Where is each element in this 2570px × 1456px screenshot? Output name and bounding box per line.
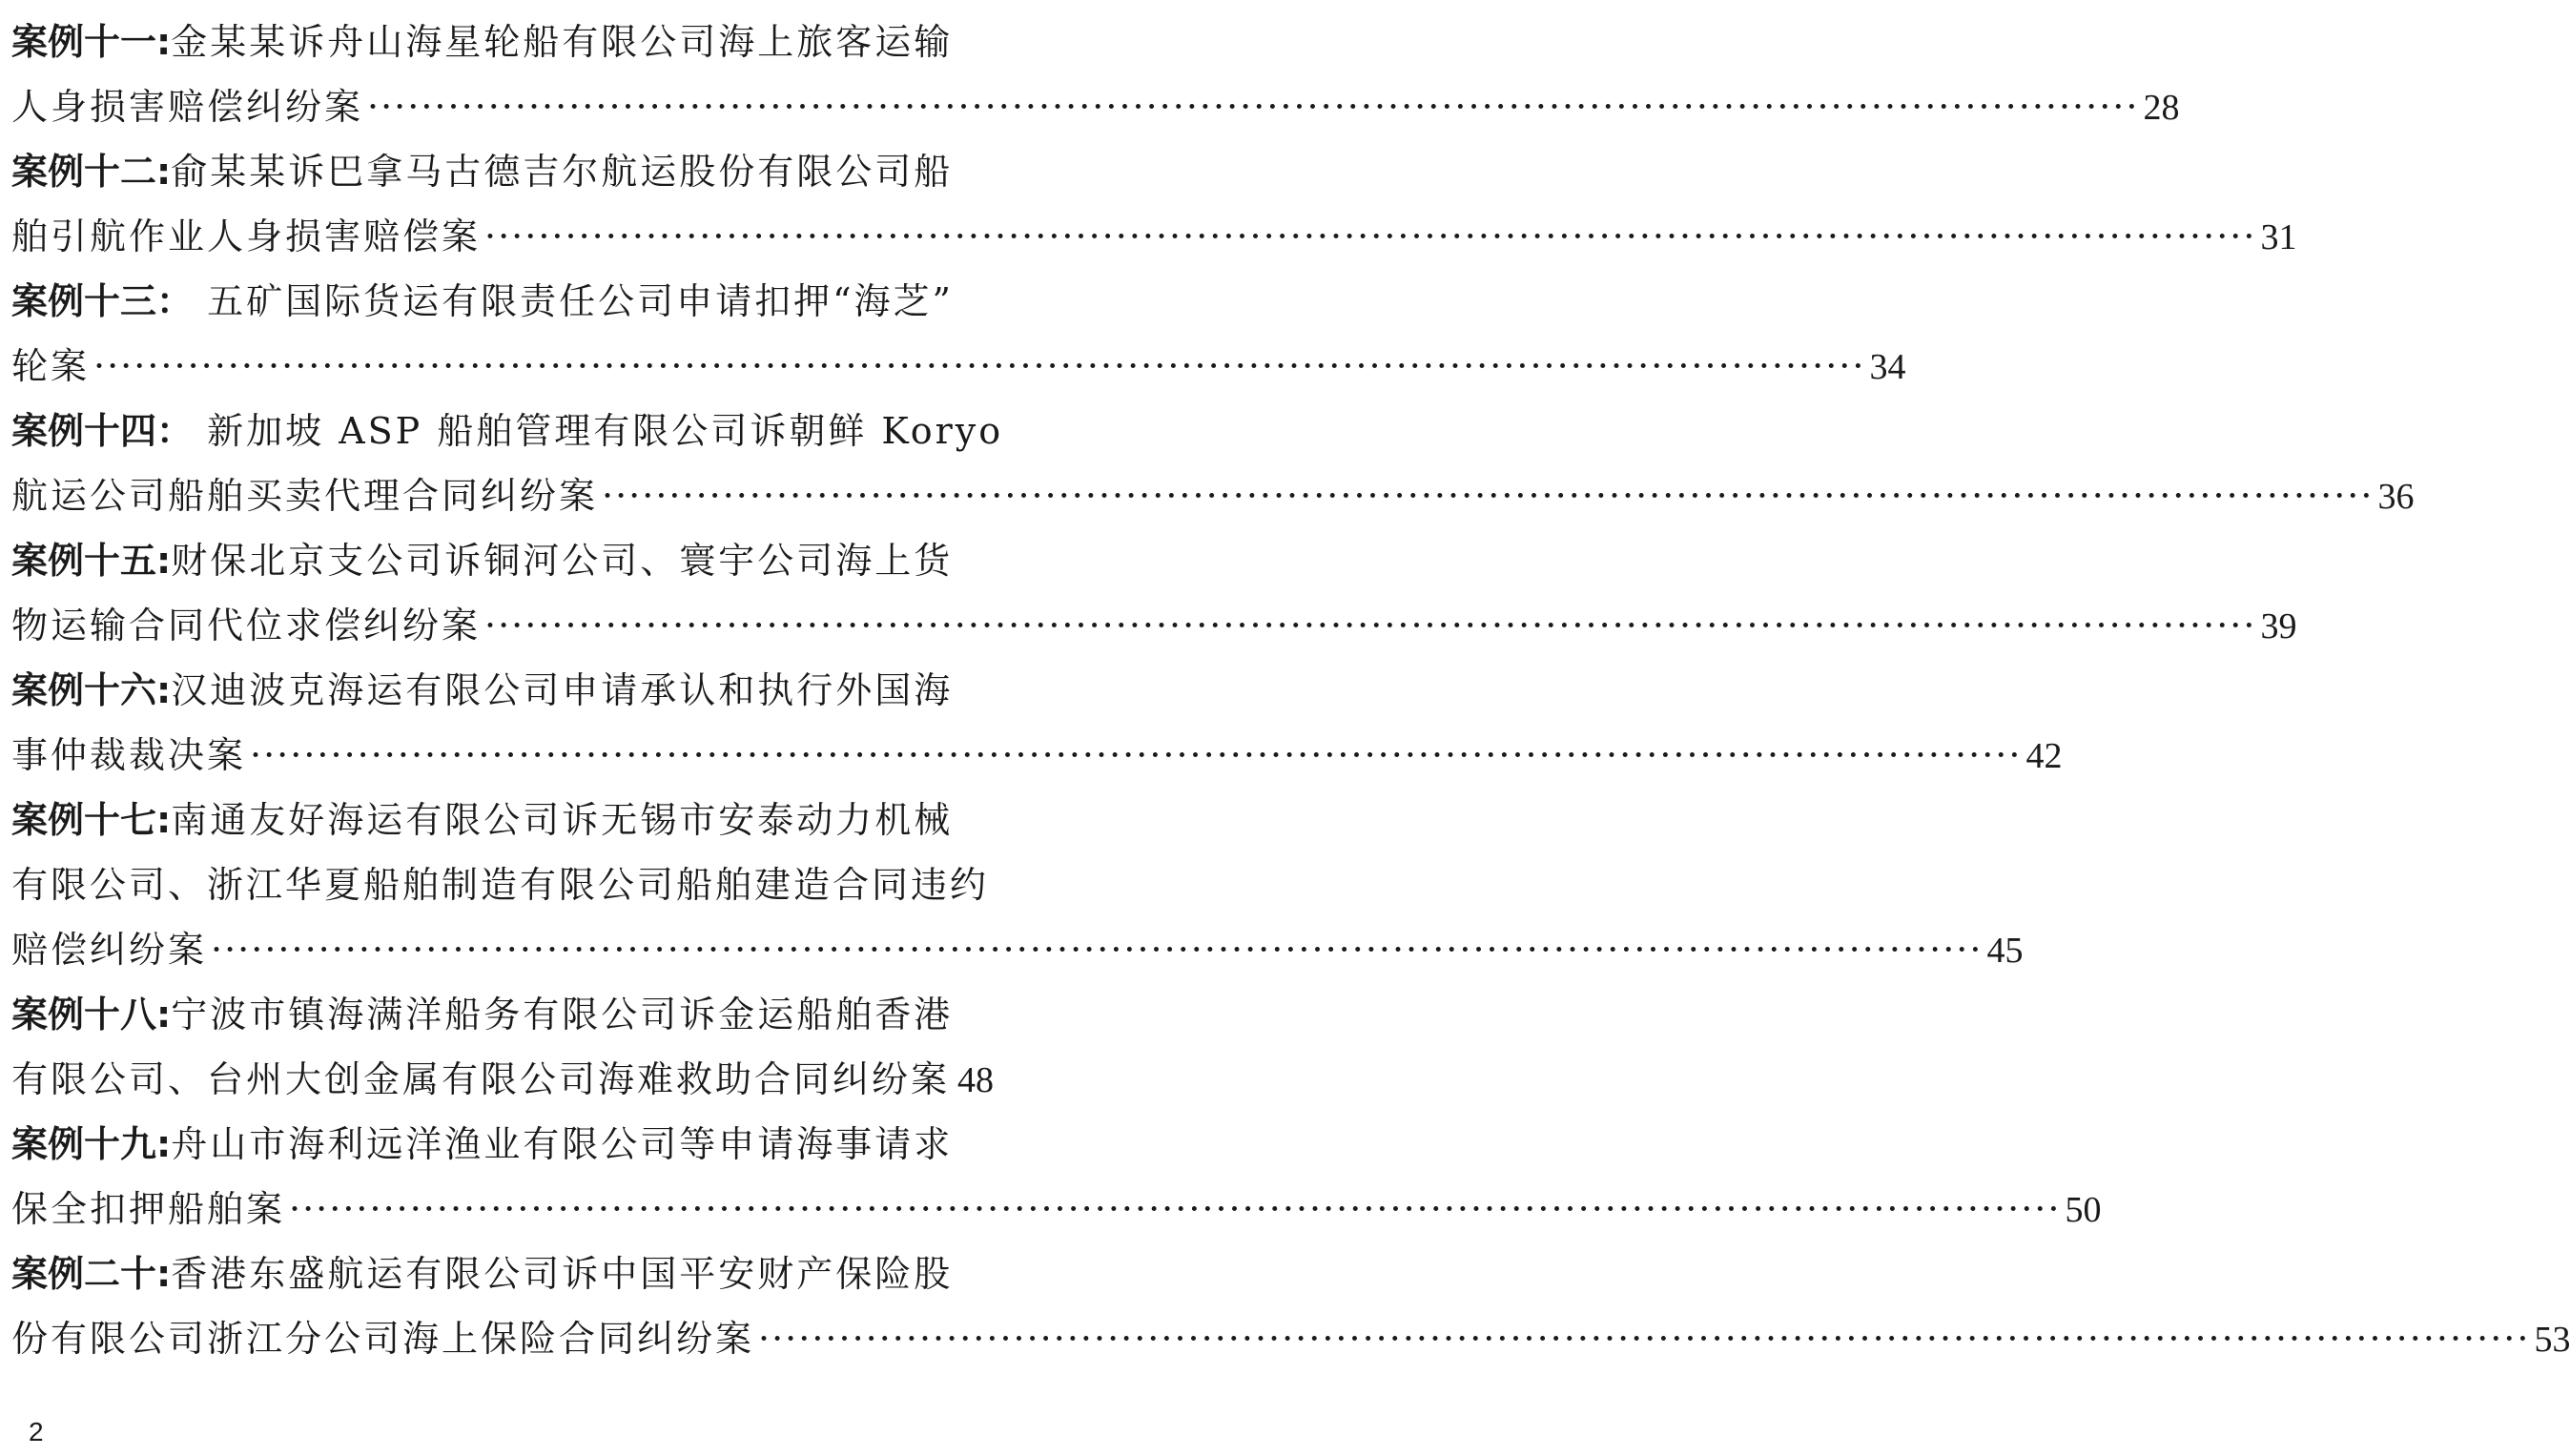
case-title-cont: 赔偿纠纷案 bbox=[11, 929, 208, 971]
case-title-cont: 有限公司、浙江华夏船舶制造有限公司船舶建造合同违约 bbox=[11, 864, 990, 906]
toc-entry-16-line1[interactable] bbox=[11, 658, 954, 723]
page-number: 36 bbox=[2377, 477, 2415, 517]
case-title: 舟山市海利远洋渔业有限公司等申请海事请求 bbox=[171, 1123, 954, 1165]
page-number: 34 bbox=[1869, 347, 1906, 387]
case-separator: : bbox=[156, 994, 172, 1036]
case-label: 案例十一 bbox=[11, 21, 157, 63]
toc-entry-18-line1[interactable] bbox=[11, 982, 954, 1047]
dot-leader bbox=[211, 917, 1983, 982]
toc-entry-12-line1[interactable] bbox=[11, 139, 954, 204]
case-label: 案例十六 bbox=[11, 669, 157, 711]
toc-entry-15-line1[interactable] bbox=[11, 528, 954, 593]
page-number: 42 bbox=[2025, 736, 2063, 776]
toc-entry-11-line1[interactable] bbox=[11, 10, 954, 74]
case-title-cont: 保全扣押船舶案 bbox=[11, 1188, 286, 1230]
case-title: 财保北京支公司诉铜河公司、寰宇公司海上货 bbox=[171, 540, 954, 582]
case-title: 宁波市镇海满洋船务有限公司诉金运船舶香港 bbox=[171, 994, 954, 1036]
case-separator: : bbox=[156, 1123, 172, 1165]
case-title-cont: 人身损害赔偿纠纷案 bbox=[11, 86, 364, 128]
case-title: 新加坡 ASP 船舶管理有限公司诉朝鲜 Koryo bbox=[193, 410, 1004, 452]
toc-entry-18-line2[interactable] bbox=[11, 1047, 995, 1112]
toc-entry-17-line2[interactable] bbox=[11, 852, 990, 917]
case-title-cont: 事仲裁裁决案 bbox=[11, 734, 247, 776]
toc-entry-17-line3[interactable] bbox=[11, 917, 2024, 982]
dot-leader bbox=[758, 1306, 2530, 1371]
case-label: 案例十五 bbox=[11, 540, 157, 582]
toc-entry-15-line2[interactable] bbox=[11, 593, 2297, 658]
case-separator: : bbox=[156, 151, 172, 193]
case-title: 金某某诉舟山海星轮船有限公司海上旅客运输 bbox=[171, 21, 954, 63]
case-label: 案例十四 bbox=[11, 410, 157, 452]
dot-leader bbox=[602, 463, 2374, 528]
toc-entry-14-line1[interactable] bbox=[11, 399, 1004, 463]
case-label: 案例十七 bbox=[11, 799, 157, 841]
page-number: 45 bbox=[1986, 931, 2024, 971]
toc-entry-11-line2[interactable] bbox=[11, 74, 2180, 139]
toc-entry-14-line2[interactable] bbox=[11, 463, 2415, 528]
page-number: 53 bbox=[2534, 1320, 2570, 1360]
case-label: 案例十九 bbox=[11, 1123, 157, 1165]
dot-leader bbox=[484, 204, 2256, 269]
dot-leader bbox=[484, 593, 2256, 658]
case-title: 南通友好海运有限公司诉无锡市安泰动力机械 bbox=[171, 799, 954, 841]
toc-entry-16-line2[interactable] bbox=[11, 723, 2063, 788]
toc-entry-20-line2[interactable] bbox=[11, 1306, 2570, 1371]
toc-entry-17-line1[interactable] bbox=[11, 788, 954, 852]
case-title-cont: 有限公司、台州大创金属有限公司海难救助合同纠纷案 bbox=[11, 1058, 951, 1100]
toc-entry-20-line1[interactable] bbox=[11, 1241, 954, 1306]
case-separator: : bbox=[156, 799, 172, 841]
table-of-contents bbox=[11, 10, 2570, 1371]
page-footer-number: 2 bbox=[29, 1417, 44, 1446]
page-number: 39 bbox=[2260, 606, 2297, 646]
dot-leader bbox=[367, 74, 2139, 139]
page-number: 28 bbox=[2143, 88, 2180, 128]
toc-entry-12-line2[interactable] bbox=[11, 204, 2297, 269]
case-title: 汉迪波克海运有限公司申请承认和执行外国海 bbox=[171, 669, 954, 711]
case-title: 五矿国际货运有限责任公司申请扣押“海芝” bbox=[193, 280, 954, 322]
case-label: 案例十二 bbox=[11, 151, 157, 193]
case-title-cont: 航运公司船舶买卖代理合同纠纷案 bbox=[11, 475, 599, 517]
page-number: 48 bbox=[957, 1060, 995, 1100]
case-separator: : bbox=[156, 669, 172, 711]
toc-entry-13-line2[interactable] bbox=[11, 334, 1906, 399]
dot-leader bbox=[289, 1177, 2061, 1241]
case-title-cont: 份有限公司浙江分公司海上保险合同纠纷案 bbox=[11, 1318, 755, 1360]
case-title-cont: 舶引航作业人身损害赔偿案 bbox=[11, 215, 482, 257]
dot-leader bbox=[250, 723, 2022, 788]
toc-entry-19-line1[interactable] bbox=[11, 1112, 954, 1177]
case-separator: ： bbox=[156, 410, 194, 452]
case-title-cont: 轮案 bbox=[11, 345, 91, 387]
case-title-cont: 物运输合同代位求偿纠纷案 bbox=[11, 605, 482, 646]
toc-entry-13-line1[interactable] bbox=[11, 269, 954, 334]
page-number: 31 bbox=[2260, 217, 2297, 257]
case-title: 香港东盛航运有限公司诉中国平安财产保险股 bbox=[171, 1253, 954, 1295]
case-label: 案例十三 bbox=[11, 280, 157, 322]
case-separator: ： bbox=[156, 280, 194, 322]
case-separator: : bbox=[156, 21, 172, 63]
case-title: 俞某某诉巴拿马古德吉尔航运股份有限公司船 bbox=[171, 151, 954, 193]
case-separator: : bbox=[156, 1253, 172, 1295]
toc-entry-19-line2[interactable] bbox=[11, 1177, 2102, 1241]
case-separator: : bbox=[156, 540, 172, 582]
case-label: 案例二十 bbox=[11, 1253, 157, 1295]
page-number: 50 bbox=[2065, 1190, 2102, 1230]
case-label: 案例十八 bbox=[11, 994, 157, 1036]
dot-leader bbox=[93, 334, 1865, 399]
